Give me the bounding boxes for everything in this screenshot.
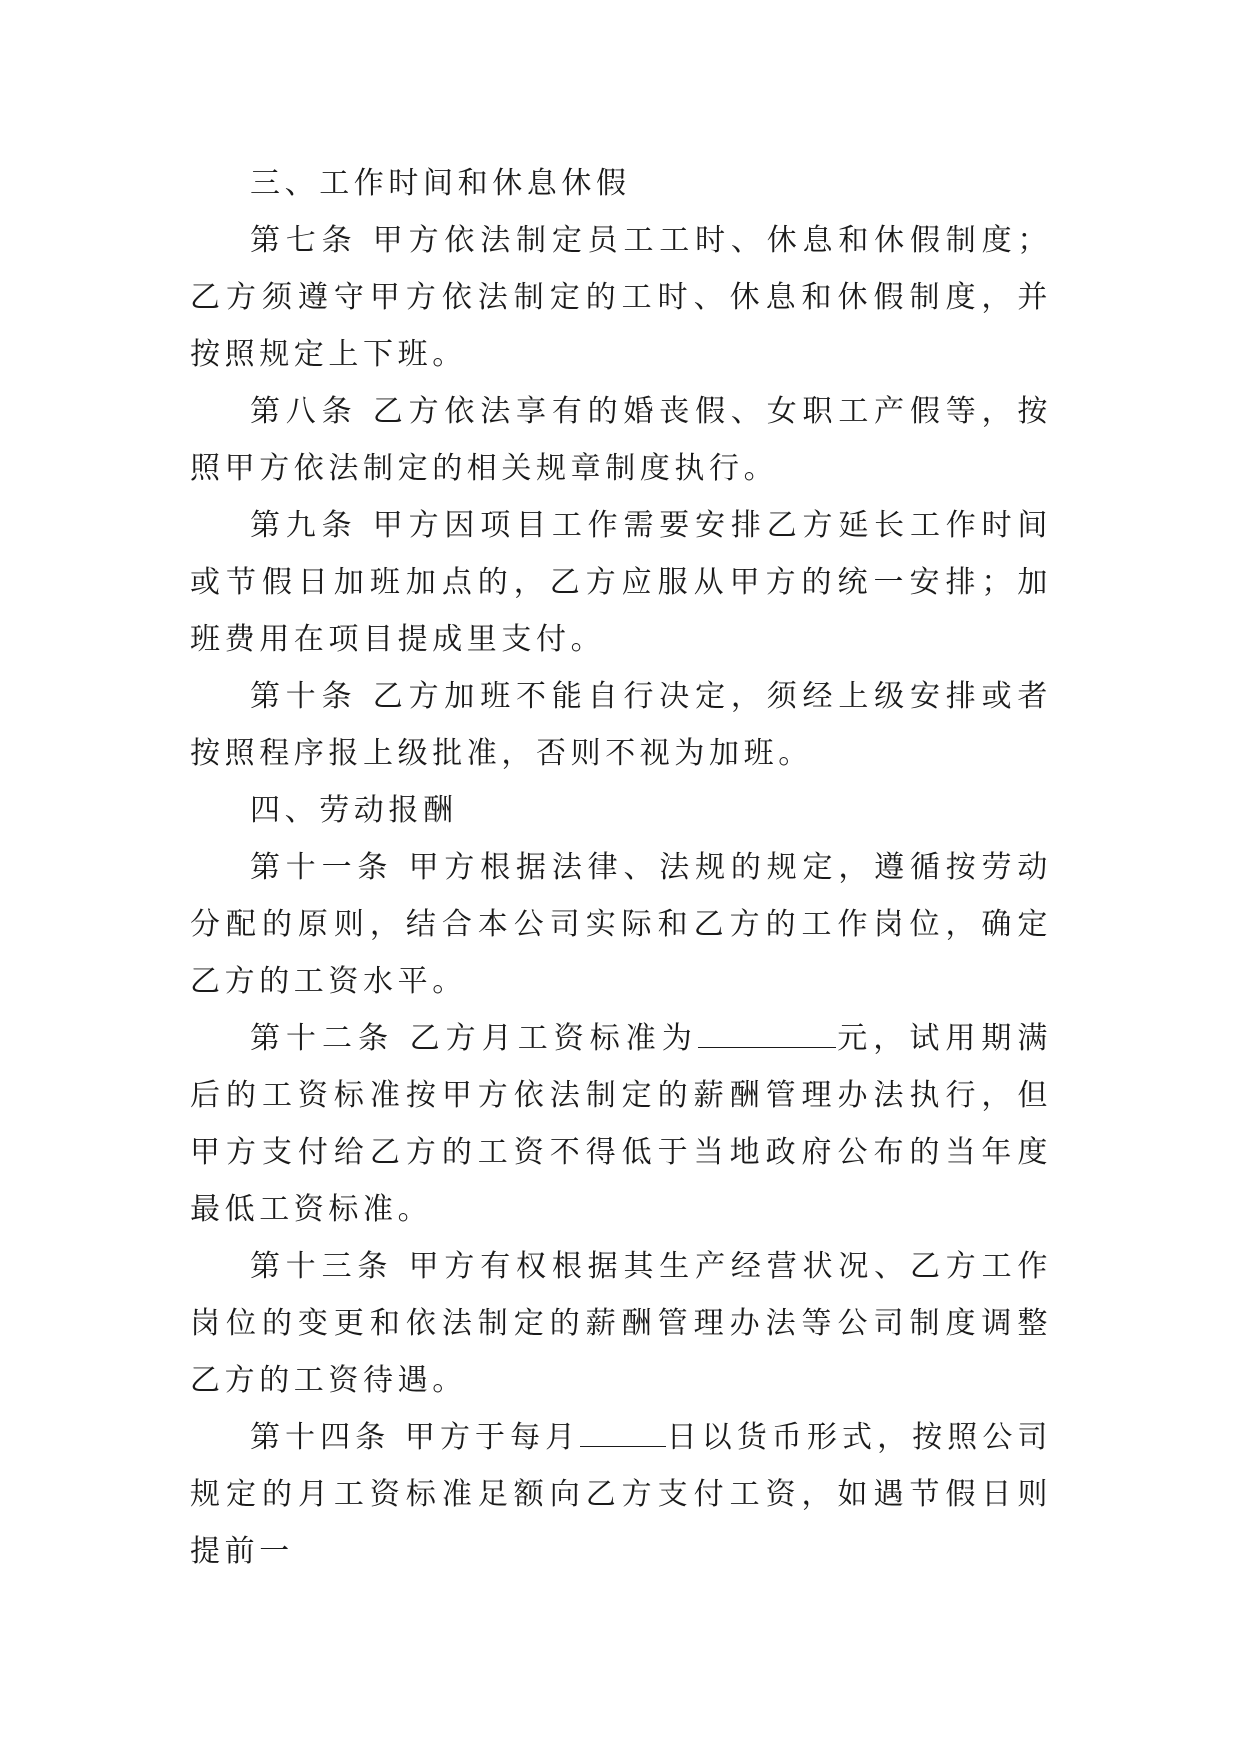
payday-blank-field[interactable] bbox=[580, 1420, 666, 1447]
article-11: 第十一条 甲方根据法律、法规的规定，遵循按劳动分配的原则，结合本公司实际和乙方的工作岗位，确定乙方的工资水平。 bbox=[190, 850, 1052, 999]
article-14-text-before: 第十四条 甲方于每月 bbox=[250, 1420, 581, 1455]
article-12-text-after: 元，试用期满后的工资标准按甲方依法制定的薪酬管理办法执行，但甲方支付给乙方的工资不得低于当地政府公布的当年度最低工资标准。 bbox=[190, 1021, 1052, 1227]
article-7: 第七条 甲方依法制定员工工时、休息和休假制度；乙方须遵守甲方依法制定的工时、休息和休假制度，并按照规定上下班。 bbox=[190, 223, 1052, 372]
article-9: 第九条 甲方因项目工作需要安排乙方延长工作时间或节假日加班加点的，乙方应服从甲方的统一安排；加班费用在项目提成里支付。 bbox=[190, 508, 1052, 657]
article-8: 第八条 乙方依法享有的婚丧假、女职工产假等，按照甲方依法制定的相关规章制度执行。 bbox=[190, 394, 1052, 486]
article-14-text-after: 日以货币形式，按照公司规定的月工资标准足额向乙方支付工资，如遇节假日则提前一 bbox=[190, 1420, 1052, 1569]
document-body bbox=[190, 155, 1052, 1580]
salary-blank-field[interactable] bbox=[698, 1021, 836, 1048]
article-12-text-before: 第十二条 乙方月工资标准为 bbox=[250, 1021, 698, 1056]
article-10: 第十条 乙方加班不能自行决定，须经上级安排或者按照程序报上级批准，否则不视为加班。 bbox=[190, 679, 1052, 771]
article-13: 第十三条 甲方有权根据其生产经营状况、乙方工作岗位的变更和依法制定的薪酬管理办法等公司制度调整乙方的工资待遇。 bbox=[190, 1249, 1052, 1398]
article-12 bbox=[190, 1010, 1052, 1238]
section-heading-work-hours: 三、工作时间和休息休假 bbox=[250, 166, 631, 201]
section-heading-remuneration: 四、劳动报酬 bbox=[250, 793, 458, 828]
article-14 bbox=[190, 1409, 1052, 1580]
